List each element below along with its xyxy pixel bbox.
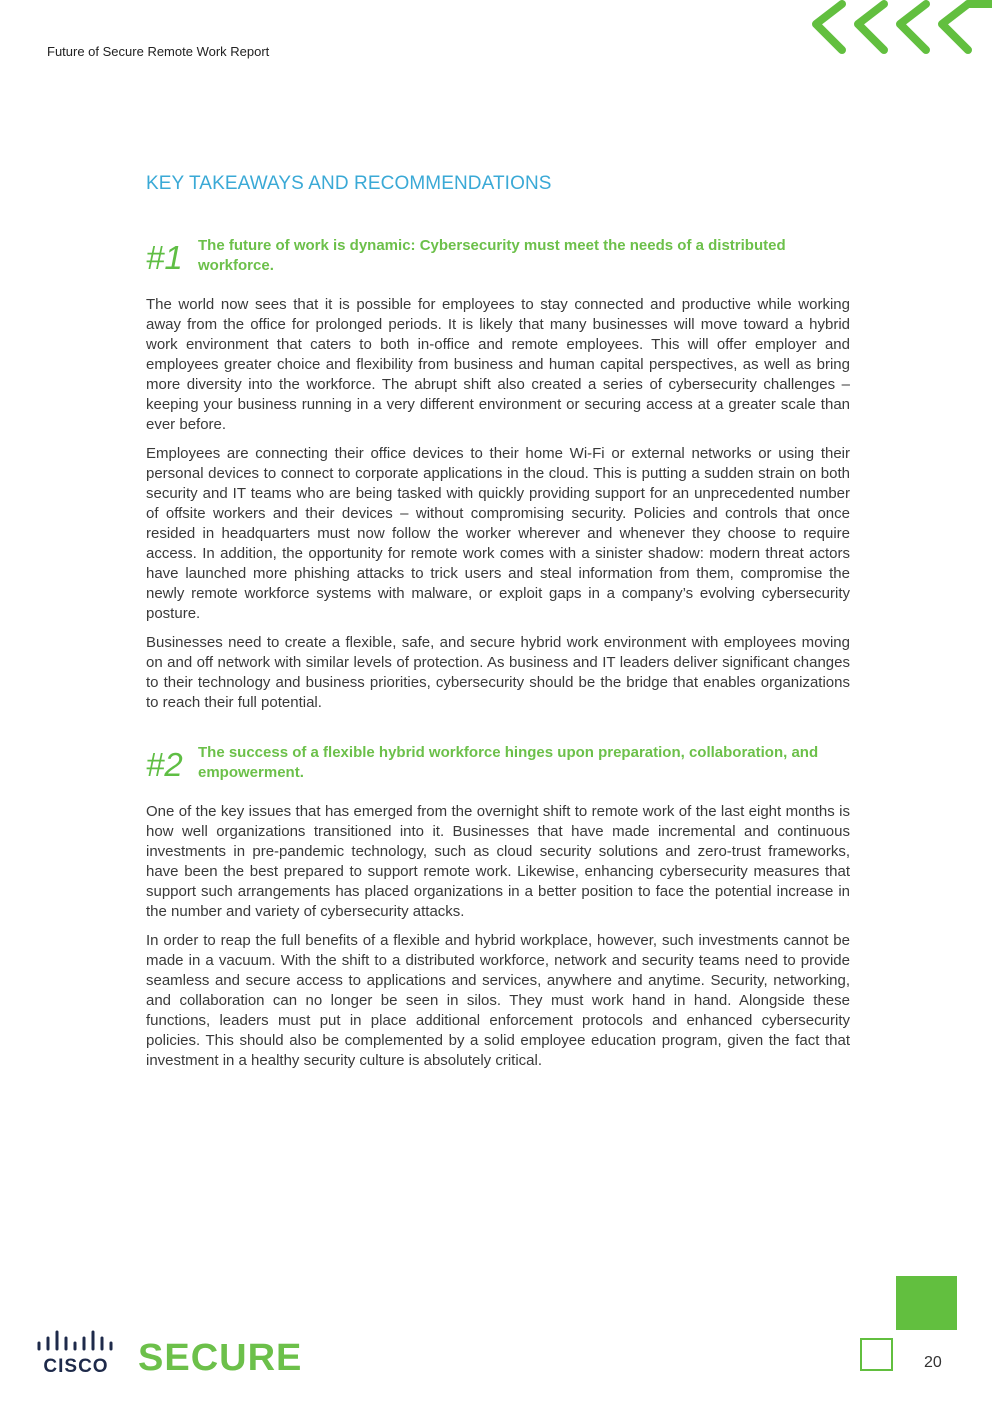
- chevron-arrows-decoration: [808, 0, 992, 60]
- body-paragraph: The world now sees that it is possible for employees to stay connected and productive while working away from the office for prolonged periods. It is likely that many businesses will move toward a hybrid work environment that caters to both in-office and remote employees. This will offer employer and employees greater choice and flexibility from business and human capital perspectives, as well as bring more diversity into the workforce. The abrupt shift also created a series of cybersecurity challenges – keeping your business running in a very different environment or securing access at a greater scale than ever before.: [146, 296, 850, 433]
- body-paragraph: Businesses need to create a flexible, safe, and secure hybrid work environment with employees moving on and off network with similar levels of protection. As business and IT leaders deliver significant changes to their technology and business priorities, cybersecurity should be the bridge that enables organizations to reach their full potential.: [146, 634, 850, 711]
- takeaway-title: The future of work is dynamic: Cybersecurity must meet the needs of a distributed workforce.: [198, 237, 786, 274]
- section-heading: KEY TAKEAWAYS AND RECOMMENDATIONS: [146, 173, 552, 194]
- secure-wordmark: SECURE: [138, 1337, 303, 1379]
- body-paragraph: Employees are connecting their office devices to their home Wi-Fi or external networks or using their personal devices to connect to corporate applications in the cloud. This is putting a sudden strain on both security and IT teams who are being tasked with quickly providing support for an unprecedented number of offsite workers and their devices – without compromising security. Policies and controls that once resided in headquarters must now follow the worker wherever and whenever they choose to require access. In addition, the opportunity for remote work comes with a sinister shadow: modern threat actors have launched more phishing attacks to trick users and steal information from them, compromise the newly remote workforce systems with malware, or exploit gaps in a company’s evolving cybersecurity posture.: [146, 445, 850, 622]
- chevron-3: [900, 4, 926, 50]
- body-paragraph: In order to reap the full benefits of a flexible and hybrid workplace, however, such investments cannot be made in a vacuum. With the shift to a distributed workforce, network and security teams need to provide seamless and secure access to applications and services, anywhere and anytime. Security, networking, and collaboration can no longer be seen in silos. They must work hand in hand. Alongside these functions, leaders must put in place additional enforcement protocols and enhanced cybersecurity policies. This should also be complemented by a solid employee education program, given the fact that investment in a healthy security culture is absolutely critical.: [146, 932, 850, 1069]
- cisco-logo: [36, 1328, 122, 1376]
- takeaway-1: [146, 237, 850, 722]
- takeaway-title: The success of a flexible hybrid workforce hinges upon preparation, collaboration, and empowerment.: [198, 744, 819, 781]
- green-block-decoration: [896, 1276, 957, 1330]
- takeaway-number: #1: [146, 239, 183, 276]
- chevron-2: [858, 4, 884, 50]
- takeaway-header: [146, 237, 850, 295]
- chevron-4: [942, 4, 968, 50]
- takeaway-2: [146, 744, 850, 1080]
- takeaway-header: [146, 744, 850, 802]
- cisco-wordmark: CISCO: [43, 1356, 109, 1376]
- chevron-1: [816, 4, 842, 50]
- takeaway-number: #2: [146, 746, 183, 783]
- report-title: Future of Secure Remote Work Report: [47, 44, 270, 59]
- page-number: 20: [924, 1354, 942, 1371]
- body-paragraph: One of the key issues that has emerged from the overnight shift to remote work of the last eight months is how well organizations transitioned into it. Businesses that have made incremental and continuous investments in pre-pandemic technology, such as cloud security solutions and zero-trust frameworks, have been the best prepared to support remote work. Likewise, enhancing cybersecurity measures that support such arrangements has placed organizations in a better position to face the potential increase in the number and variety of cybersecurity attacks.: [146, 803, 850, 920]
- outline-square-decoration: [860, 1338, 893, 1371]
